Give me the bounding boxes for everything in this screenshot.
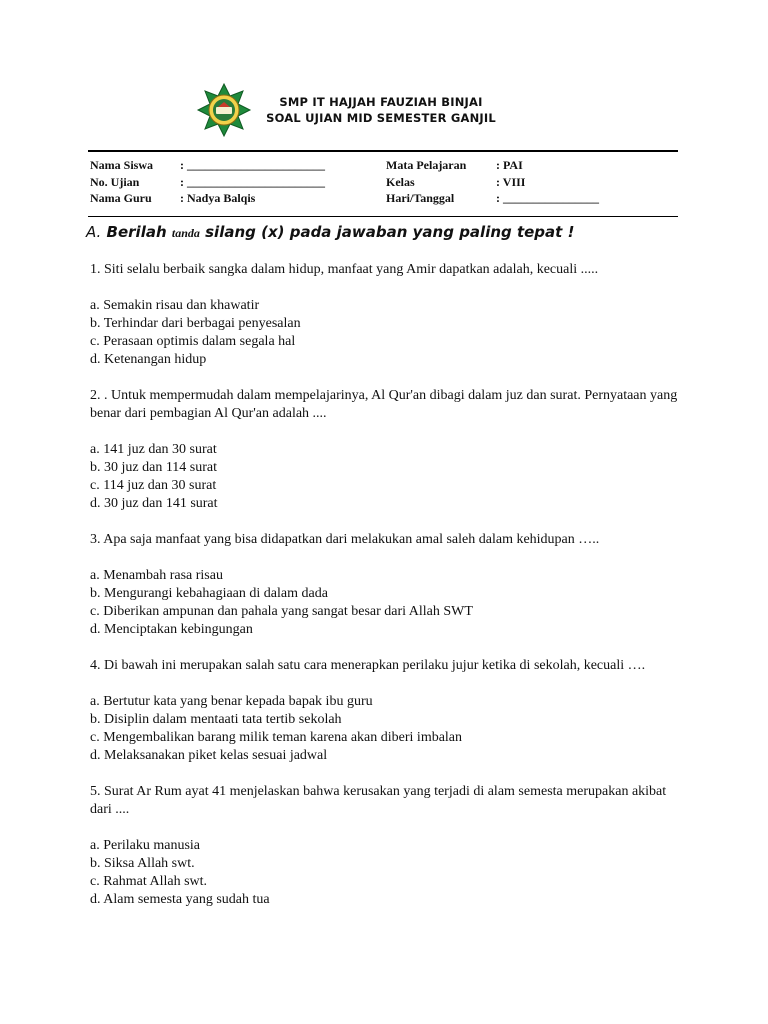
- info-value: : _______________________: [180, 174, 325, 189]
- question-item: [90, 261, 680, 369]
- answer-option: b. Siksa Allah swt.: [90, 856, 195, 871]
- info-label: Mata Pelajaran: [386, 158, 467, 172]
- document-header: [196, 82, 556, 138]
- info-label: Kelas: [386, 174, 415, 189]
- info-value: : _______________________: [180, 158, 325, 172]
- question-list: [90, 261, 680, 927]
- school-logo-icon: [196, 82, 252, 138]
- section-instruction-small: tanda: [171, 226, 200, 240]
- student-info-block: [90, 157, 680, 207]
- answer-option: c. Mengembalikan barang milik teman karena akan diberi imbalan: [90, 730, 463, 745]
- question-text: 2. . Untuk mempermudah dalam mempelajarinya, Al Qur'an dibagi dalam juz dan surat. Pernyataan yang benar dari pembagian Al Qur'an adalah ....: [90, 388, 678, 421]
- answer-option: b. Mengurangi kebahagiaan di dalam dada: [90, 586, 328, 601]
- question-text: 4. Di bawah ini merupakan salah satu cara menerapkan perilaku jujur ketika di sekolah, kecuali ….: [90, 658, 646, 673]
- answer-option: d. 30 juz dan 141 surat: [90, 496, 218, 511]
- info-value: : Nadya Balqis: [180, 191, 256, 205]
- answer-option: a. Perilaku manusia: [90, 838, 201, 853]
- answer-option: b. Disiplin dalam mentaati tata tertib sekolah: [90, 712, 342, 727]
- answer-option: d. Melaksanakan piket kelas sesuai jadwal: [90, 748, 328, 763]
- answer-option: d. Alam semesta yang sudah tua: [90, 892, 270, 907]
- info-divider: [88, 216, 678, 217]
- info-label: Nama Guru: [90, 191, 152, 205]
- info-row: [90, 190, 680, 207]
- question-text: 3. Apa saja manfaat yang bisa didapatkan dari melakukan amal saleh dalam kehidupan …..: [90, 532, 600, 547]
- answer-option: a. 141 juz dan 30 surat: [90, 442, 217, 457]
- answer-option: c. 114 juz dan 30 surat: [90, 478, 217, 493]
- section-instruction-end: silang (x) pada jawaban yang paling tepat !: [205, 223, 575, 241]
- answer-option: c. Rahmat Allah swt.: [90, 874, 208, 889]
- info-label: Nama Siswa: [90, 158, 154, 172]
- answer-option: d. Ketenangan hidup: [90, 352, 207, 367]
- answer-option: b. Terhindar dari berbagai penyesalan: [90, 316, 301, 331]
- question-item: [90, 783, 680, 909]
- school-title: [256, 94, 506, 126]
- header-divider: [88, 150, 678, 152]
- answer-option: a. Menambah rasa risau: [90, 568, 223, 583]
- exam-title: SOAL UJIAN MID SEMESTER GANJIL: [266, 111, 496, 125]
- info-value: : VIII: [496, 174, 526, 189]
- question-item: [90, 531, 680, 639]
- answer-option: d. Menciptakan kebingungan: [90, 622, 253, 637]
- info-label: Hari/Tanggal: [386, 191, 455, 205]
- section-letter: A.: [86, 223, 102, 241]
- info-value: : ________________: [496, 191, 599, 205]
- section-heading: [86, 223, 686, 241]
- answer-option: b. 30 juz dan 114 surat: [90, 460, 218, 475]
- section-instruction-start: Berilah: [106, 223, 167, 241]
- answer-option: a. Semakin risau dan khawatir: [90, 298, 260, 313]
- info-row: [90, 174, 680, 191]
- question-text: 5. Surat Ar Rum ayat 41 menjelaskan bahwa kerusakan yang terjadi di alam semesta merupakan akibat dari ....: [90, 784, 667, 817]
- info-row: [90, 157, 680, 174]
- answer-option: a. Bertutur kata yang benar kepada bapak ibu guru: [90, 694, 373, 709]
- school-name: SMP IT HAJJAH FAUZIAH BINJAI: [279, 95, 483, 109]
- question-text: 1. Siti selalu berbaik sangka dalam hidup, manfaat yang Amir dapatkan adalah, kecuali .....: [90, 262, 599, 277]
- info-label: No. Ujian: [90, 174, 140, 189]
- question-item: [90, 387, 680, 513]
- info-value: : PAI: [496, 158, 523, 172]
- question-item: [90, 657, 680, 765]
- answer-option: c. Perasaan optimis dalam segala hal: [90, 334, 296, 349]
- answer-option: c. Diberikan ampunan dan pahala yang sangat besar dari Allah SWT: [90, 604, 473, 619]
